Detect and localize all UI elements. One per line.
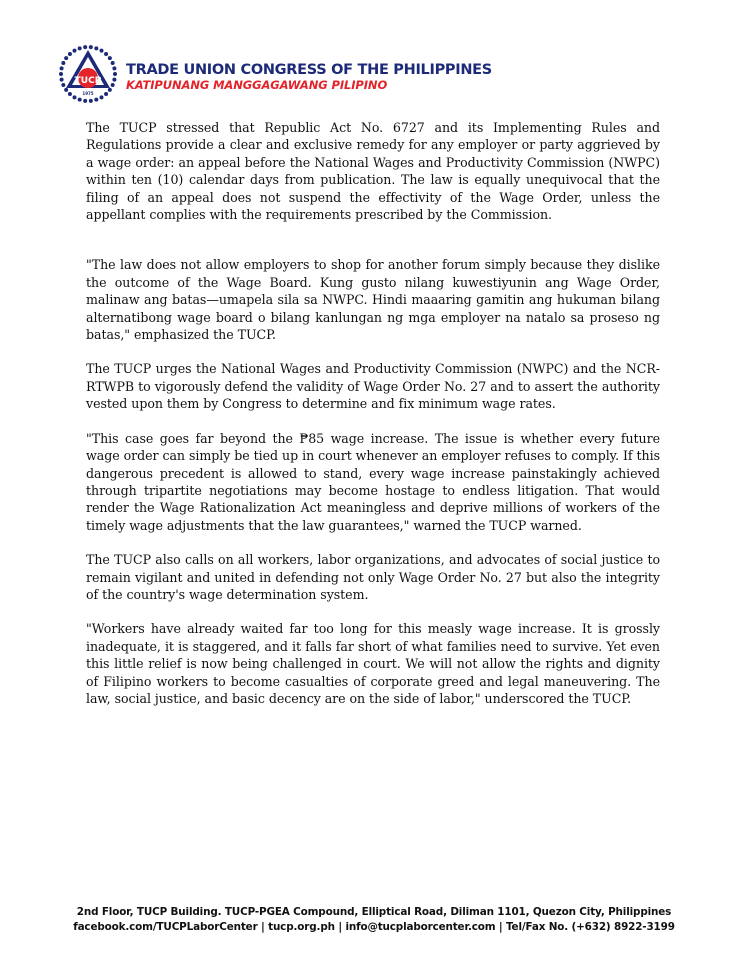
logo-bead <box>61 61 65 65</box>
organization-names <box>126 62 492 92</box>
org-name-filipino: KATIPUNANG MANGGAGAWANG PILIPINO <box>126 78 388 92</box>
paragraph: "Workers have already waited far too long for this measly wage increase. It is grossly inadequate, it is staggered, and it falls far short of what families need to survive. Yet even this little relief is now being challenged in court. We will not allow the rights and dignity of Filipino workers to become casualties of corporate greed and legal maneuvering. The law, social justice, and basic decency are on the side of labor," underscored the TUCP. <box>86 621 660 706</box>
paragraph: "The law does not allow employers to shop for another forum simply because they dislike the outcome of the Wage Board. Kung gusto nilang kuwestiyunin ang Wage Order, malinaw ang batas—umapela sila sa NWPC. Hindi maaaring gamitin ang hukuman bilang alternatibong wage board o bilang kanlungan ng mga employer na natalo sa proseso ng batas," emphasized the TUCP. <box>86 257 660 343</box>
logo-bead <box>83 99 87 103</box>
logo-bead <box>104 92 108 96</box>
logo-bead <box>68 52 72 56</box>
logo-bead <box>111 61 115 65</box>
logo-bead <box>113 72 117 76</box>
paragraph: "This case goes far beyond the ₱85 wage increase. The issue is whether every future wage order can simply be tied up in court whenever an employer refuses to comply. If this dangerous precedent is allowed to stand, every wage increase painstakingly achieved through tripartite negotiations may become hostage to endless litigation. That would render the Wage Rationalization Act meaningless and deprive millions of workers of the timely wage adjustments that the law guarantees," warned the TUCP warned. <box>86 430 660 533</box>
logo-bead <box>100 95 104 99</box>
footer-address: 2nd Floor, TUCP Building. TUCP-PGEA Compound, Elliptical Road, Diliman 1101, Quezon City, Philippines <box>76 906 672 918</box>
paragraph: The TUCP urges the National Wages and Productivity Commission (NWPC) and the NCR-RTWPB to vigorously defend the validity of Wage Order No. 27 and to assert the authority vested upon them by Congress to determine and fix minimum wage rates. <box>86 361 660 412</box>
logo-bead <box>60 66 64 70</box>
logo-bead <box>68 92 72 96</box>
logo-bead <box>59 72 63 76</box>
logo-bead <box>60 78 64 82</box>
tucp-logo <box>58 44 118 104</box>
logo-bead <box>64 88 68 92</box>
logo-text: TUCP <box>74 76 102 86</box>
logo-bead <box>64 56 68 60</box>
letterhead <box>58 44 698 104</box>
logo-bead <box>94 98 98 102</box>
logo-bead <box>100 49 104 53</box>
logo-bead <box>94 46 98 50</box>
paragraph: The TUCP also calls on all workers, labor organizations, and advocates of social justice to remain vigilant and united in defending not only Wage Order No. 27 but also the integrity of the country's wage determination system. <box>86 552 660 602</box>
logo-bead <box>108 56 112 60</box>
paragraph: The TUCP stressed that Republic Act No. 6727 and its Implementing Rules and Regulations provide a clear and exclusive remedy for any employer or party aggrieved by a wage order: an appeal before the National Wages and Productivity Commission (NWPC) within ten (10) calendar days from publication. The law is equally unequivocal that the filing of an appeal does not suspend the effectivity of the Wage Order, unless the appellant complies with the requirements prescribed by the Commission. <box>86 120 660 223</box>
logo-bead <box>78 98 82 102</box>
footer-contact: facebook.com/TUCPLaborCenter | tucp.org.ph | info@tucplaborcenter.com | Tel/Fax No. (+632) 8922-3199 <box>73 920 675 933</box>
org-name-english: TRADE UNION CONGRESS OF THE PHILIPPINES <box>126 62 492 78</box>
logo-bead <box>112 66 116 70</box>
logo-bead <box>83 45 87 49</box>
document-body <box>86 119 660 707</box>
logo-bead <box>73 49 77 53</box>
logo-bead <box>78 46 82 50</box>
logo-bead <box>104 52 108 56</box>
logo-bead <box>61 83 65 87</box>
logo-year: 1975 <box>82 91 94 96</box>
footer <box>0 905 748 934</box>
logo-bead <box>73 95 77 99</box>
logo-bead <box>89 45 93 49</box>
logo-bead <box>111 83 115 87</box>
logo-bead <box>89 99 93 103</box>
logo-bead <box>108 88 112 92</box>
logo-bead <box>112 78 116 82</box>
